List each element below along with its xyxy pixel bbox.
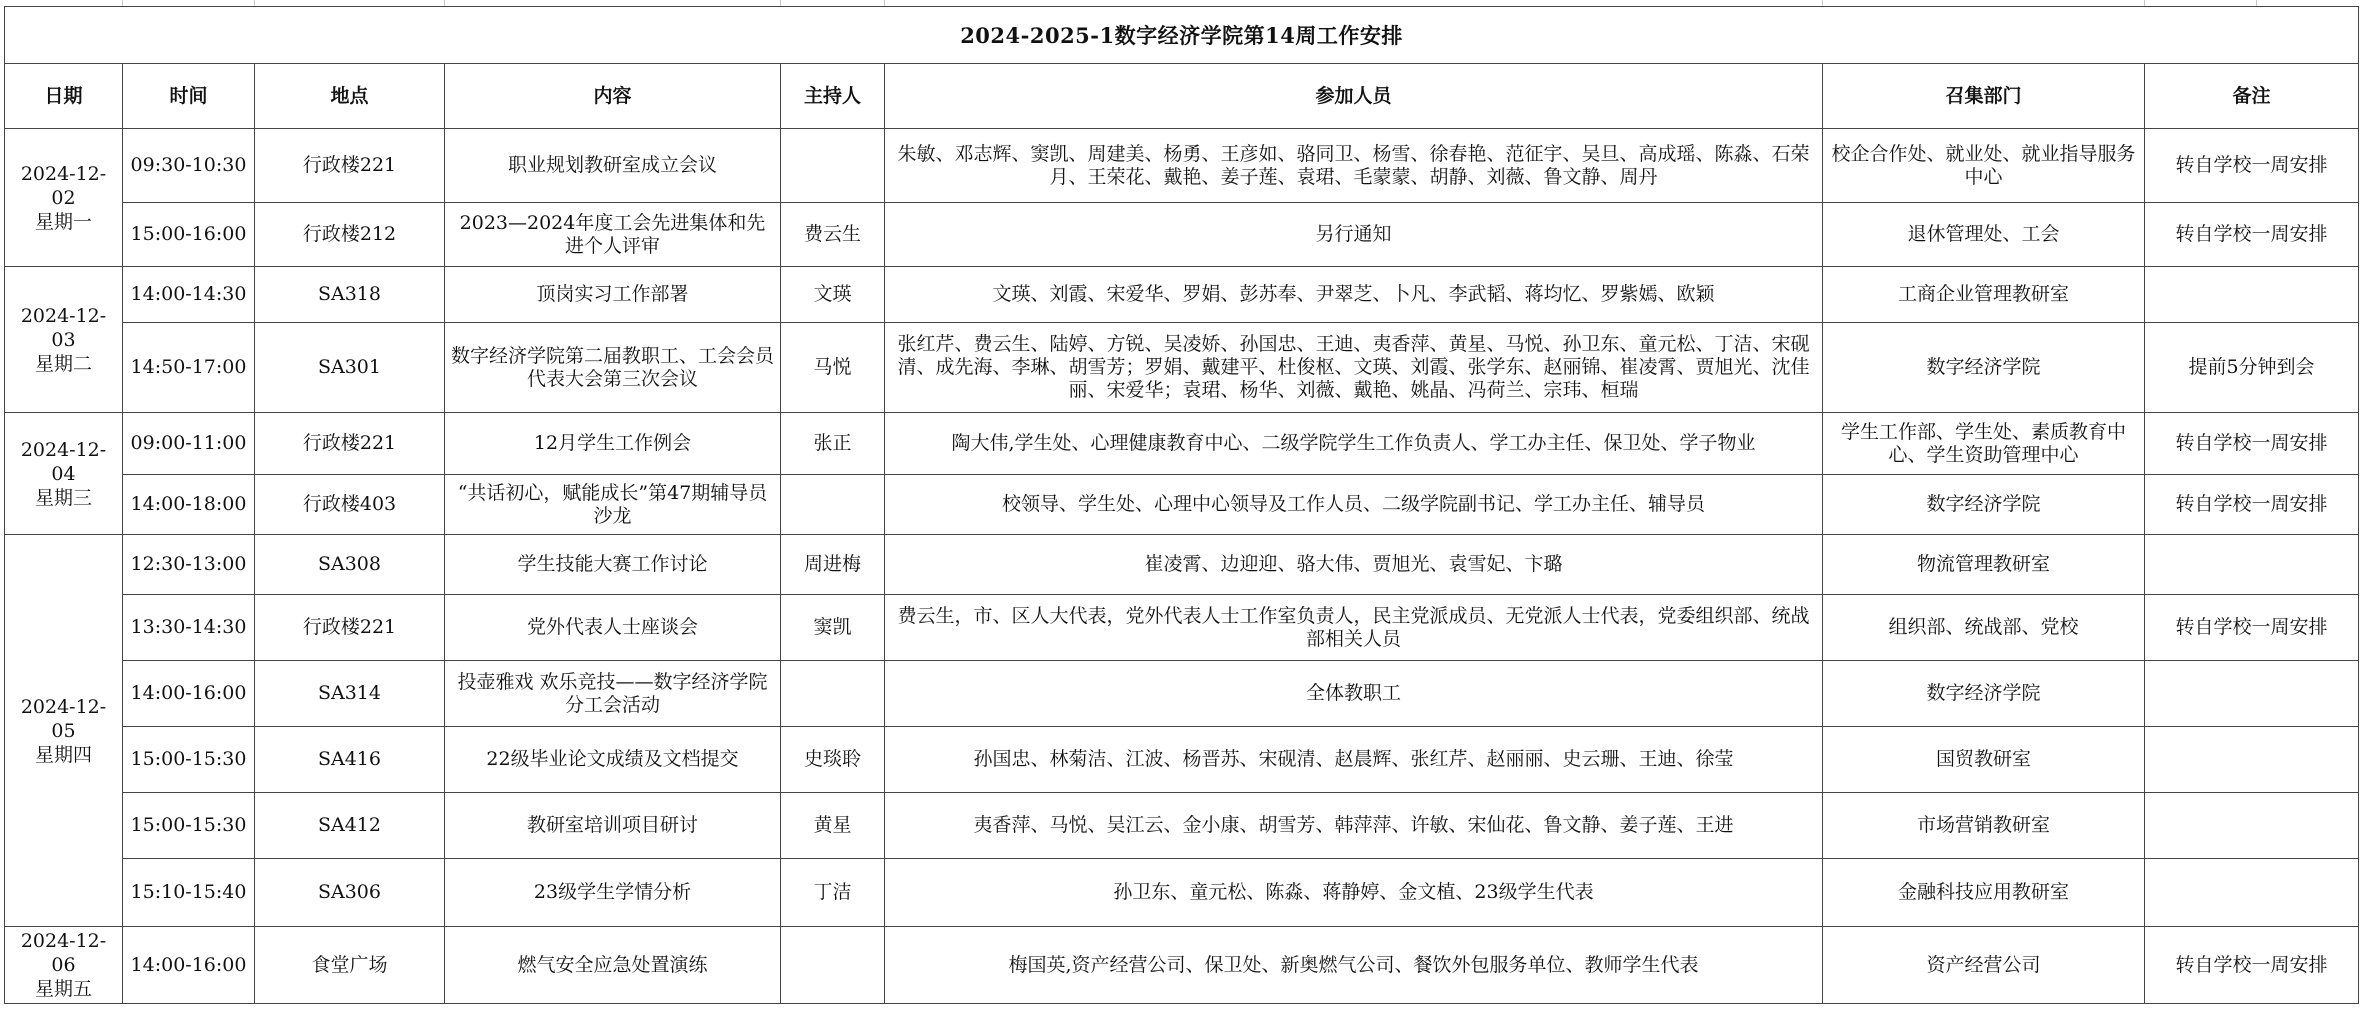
content-cell: 2023—2024年度工会先进集体和先进个人评审 xyxy=(445,203,781,267)
content-cell: 23级学生学情分析 xyxy=(445,859,781,927)
place-cell: SA308 xyxy=(255,535,445,595)
host-cell: 丁洁 xyxy=(781,859,885,927)
note-cell: 转自学校一周安排 xyxy=(2145,413,2359,475)
participants-cell: 孙国忠、林菊洁、江波、杨晋苏、宋砚清、赵晨辉、张红芹、赵丽丽、史云珊、王迪、徐莹 xyxy=(885,727,1823,793)
time-cell: 14:00-16:00 xyxy=(123,927,255,1004)
note-cell xyxy=(2145,661,2359,727)
place-cell: 食堂广场 xyxy=(255,927,445,1004)
note-cell: 转自学校一周安排 xyxy=(2145,203,2359,267)
time-cell: 15:00-15:30 xyxy=(123,793,255,859)
place-cell: 行政楼221 xyxy=(255,129,445,203)
table-row xyxy=(5,793,2359,859)
place-cell: 行政楼221 xyxy=(255,413,445,475)
department-cell: 工商企业管理教研室 xyxy=(1823,267,2145,323)
participants-cell: 全体教职工 xyxy=(885,661,1823,727)
table-row xyxy=(5,727,2359,793)
date-text: 2024-12-05 xyxy=(20,695,107,742)
content-cell: 教研室培训项目研讨 xyxy=(445,793,781,859)
participants-cell: 梅国英,资产经营公司、保卫处、新奥燃气公司、餐饮外包服务单位、教师学生代表 xyxy=(885,927,1823,1004)
header-place: 地点 xyxy=(255,64,445,129)
time-cell: 14:00-18:00 xyxy=(123,475,255,535)
host-cell xyxy=(781,475,885,535)
participants-cell: 费云生，市、区人大代表，党外代表人士工作室负责人，民主党派成员、无党派人士代表，党委组织部、统战部相关人员 xyxy=(885,595,1823,661)
date-text: 2024-12-03 xyxy=(20,304,107,351)
table-row xyxy=(5,475,2359,535)
header-participants: 参加人员 xyxy=(885,64,1823,129)
participants-cell: 朱敏、邓志辉、窦凯、周建美、杨勇、王彦如、骆同卫、杨雪、徐春艳、范征宇、吴旦、高成瑶、陈淼、石荣月、王荣花、戴艳、姜子莲、袁珺、毛蒙蒙、胡静、刘薇、鲁文静、周丹 xyxy=(885,129,1823,203)
content-cell: 12月学生工作例会 xyxy=(445,413,781,475)
table-row xyxy=(5,203,2359,267)
place-cell: 行政楼403 xyxy=(255,475,445,535)
department-cell: 校企合作处、就业处、就业指导服务中心 xyxy=(1823,129,2145,203)
place-cell: SA301 xyxy=(255,323,445,413)
host-cell: 文瑛 xyxy=(781,267,885,323)
time-cell: 09:30-10:30 xyxy=(123,129,255,203)
header-time: 时间 xyxy=(123,64,255,129)
participants-cell: 张红芹、费云生、陆婷、方锐、吴凌娇、孙国忠、王迪、夷香萍、黄星、马悦、孙卫东、童元松、丁洁、宋砚清、成先海、李琳、胡雪芳；罗娟、戴建平、杜俊枢、文瑛、刘霞、张学东、赵丽锦、崔凌霄、贾旭光、沈佳丽、宋爱华；袁珺、杨华、刘薇、戴艳、姚晶、冯荷兰、宗玮、桓瑞 xyxy=(885,323,1823,413)
table-row xyxy=(5,595,2359,661)
weekday-text: 星期三 xyxy=(34,486,92,509)
participants-cell: 文瑛、刘霞、宋爱华、罗娟、彭苏奉、尹翠芝、卜凡、李武韬、蒋均忆、罗紫嫣、欧颖 xyxy=(885,267,1823,323)
host-cell xyxy=(781,927,885,1004)
weekday-text: 星期五 xyxy=(34,978,92,1000)
host-cell xyxy=(781,129,885,203)
place-cell: SA412 xyxy=(255,793,445,859)
content-cell: 数字经济学院第二届教职工、工会会员代表大会第三次会议 xyxy=(445,323,781,413)
host-cell xyxy=(781,661,885,727)
schedule-table xyxy=(4,6,2359,1004)
content-cell: 22级毕业论文成绩及文档提交 xyxy=(445,727,781,793)
table-row xyxy=(5,267,2359,323)
weekday-text: 星期二 xyxy=(34,352,92,375)
date-cell xyxy=(5,927,123,1004)
time-cell: 14:00-14:30 xyxy=(123,267,255,323)
note-cell: 转自学校一周安排 xyxy=(2145,475,2359,535)
participants-cell: 另行通知 xyxy=(885,203,1823,267)
time-cell: 09:00-11:00 xyxy=(123,413,255,475)
time-cell: 12:30-13:00 xyxy=(123,535,255,595)
time-cell: 14:00-16:00 xyxy=(123,661,255,727)
participants-cell: 孙卫东、童元松、陈淼、蒋静婷、金文植、23级学生代表 xyxy=(885,859,1823,927)
table-row xyxy=(5,661,2359,727)
header-note: 备注 xyxy=(2145,64,2359,129)
department-cell: 金融科技应用教研室 xyxy=(1823,859,2145,927)
note-cell xyxy=(2145,859,2359,927)
host-cell: 史琰聆 xyxy=(781,727,885,793)
participants-cell: 崔凌霄、边迎迎、骆大伟、贾旭光、袁雪妃、卞璐 xyxy=(885,535,1823,595)
date-text: 2024-12-06 xyxy=(20,930,107,976)
place-cell: SA318 xyxy=(255,267,445,323)
header-department: 召集部门 xyxy=(1823,64,2145,129)
participants-cell: 校领导、学生处、心理中心领导及工作人员、二级学院副书记、学工办主任、辅导员 xyxy=(885,475,1823,535)
date-cell xyxy=(5,129,123,267)
place-cell: SA314 xyxy=(255,661,445,727)
department-cell: 资产经营公司 xyxy=(1823,927,2145,1004)
date-cell xyxy=(5,267,123,413)
table-row xyxy=(5,859,2359,927)
host-cell: 张正 xyxy=(781,413,885,475)
header-content: 内容 xyxy=(445,64,781,129)
content-cell: 职业规划教研室成立会议 xyxy=(445,129,781,203)
time-cell: 15:10-15:40 xyxy=(123,859,255,927)
note-cell: 转自学校一周安排 xyxy=(2145,129,2359,203)
date-cell xyxy=(5,413,123,535)
participants-cell: 陶大伟,学生处、心理健康教育中心、二级学院学生工作负责人、学工办主任、保卫处、学子物业 xyxy=(885,413,1823,475)
place-cell: 行政楼221 xyxy=(255,595,445,661)
department-cell: 物流管理教研室 xyxy=(1823,535,2145,595)
table-row xyxy=(5,927,2359,1004)
department-cell: 数字经济学院 xyxy=(1823,475,2145,535)
table-row xyxy=(5,129,2359,203)
spreadsheet-sheet xyxy=(4,0,2358,1011)
department-cell: 市场营销教研室 xyxy=(1823,793,2145,859)
host-cell: 费云生 xyxy=(781,203,885,267)
date-text: 2024-12-04 xyxy=(20,438,107,485)
department-cell: 退休管理处、工会 xyxy=(1823,203,2145,267)
place-cell: 行政楼212 xyxy=(255,203,445,267)
date-cell xyxy=(5,535,123,927)
table-row xyxy=(5,323,2359,413)
host-cell: 窦凯 xyxy=(781,595,885,661)
table-title: 2024-2025-1数字经济学院第14周工作安排 xyxy=(5,7,2359,64)
department-cell: 国贸教研室 xyxy=(1823,727,2145,793)
note-cell xyxy=(2145,793,2359,859)
content-cell: 投壶雅戏 欢乐竞技——数字经济学院分工会活动 xyxy=(445,661,781,727)
time-cell: 13:30-14:30 xyxy=(123,595,255,661)
note-cell: 提前5分钟到会 xyxy=(2145,323,2359,413)
header-date: 日期 xyxy=(5,64,123,129)
content-cell: 燃气安全应急处置演练 xyxy=(445,927,781,1004)
time-cell: 15:00-15:30 xyxy=(123,727,255,793)
note-cell xyxy=(2145,727,2359,793)
participants-cell: 夷香萍、马悦、吴江云、金小康、胡雪芳、韩萍萍、许敏、宋仙花、鲁文静、姜子莲、王进 xyxy=(885,793,1823,859)
weekday-text: 星期一 xyxy=(34,210,92,233)
time-cell: 14:50-17:00 xyxy=(123,323,255,413)
date-text: 2024-12-02 xyxy=(20,162,107,209)
time-cell: 15:00-16:00 xyxy=(123,203,255,267)
content-cell: 党外代表人士座谈会 xyxy=(445,595,781,661)
header-host: 主持人 xyxy=(781,64,885,129)
place-cell: SA416 xyxy=(255,727,445,793)
department-cell: 组织部、统战部、党校 xyxy=(1823,595,2145,661)
content-cell: 顶岗实习工作部署 xyxy=(445,267,781,323)
department-cell: 数字经济学院 xyxy=(1823,323,2145,413)
table-row xyxy=(5,535,2359,595)
content-cell: “共话初心，赋能成长”第47期辅导员沙龙 xyxy=(445,475,781,535)
table-row xyxy=(5,413,2359,475)
host-cell: 黄星 xyxy=(781,793,885,859)
department-cell: 数字经济学院 xyxy=(1823,661,2145,727)
place-cell: SA306 xyxy=(255,859,445,927)
host-cell: 周进梅 xyxy=(781,535,885,595)
note-cell xyxy=(2145,535,2359,595)
host-cell: 马悦 xyxy=(781,323,885,413)
department-cell: 学生工作部、学生处、素质教育中心、学生资助管理中心 xyxy=(1823,413,2145,475)
weekday-text: 星期四 xyxy=(34,743,92,766)
note-cell: 转自学校一周安排 xyxy=(2145,595,2359,661)
note-cell xyxy=(2145,267,2359,323)
content-cell: 学生技能大赛工作讨论 xyxy=(445,535,781,595)
note-cell: 转自学校一周安排 xyxy=(2145,927,2359,1004)
